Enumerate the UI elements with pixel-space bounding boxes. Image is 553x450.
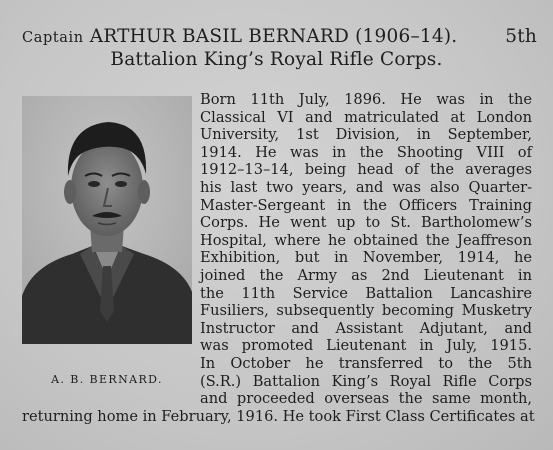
rank-label: Captain [22,30,84,46]
body-line: joined the Army as 2nd Lieutenant in [200,267,532,284]
body-line: Exhibition, but in November, 1914, he [200,249,532,267]
body-line: Born 11th July, 1896. He was in the [200,91,532,108]
entry-subheading: Battalion King’s Royal Rifle Corps. [110,49,443,70]
body-line: 1914. He was in the Shooting VIII of [200,143,532,161]
portrait-caption: A. B. BERNARD. [51,373,163,386]
body-line: was promoted Lieutenant in July, 1915. [200,337,532,355]
body-line: Fusiliers, subsequently becoming Musketry [200,302,532,320]
body-line: Master-Sergeant in the Officers Training [200,196,532,214]
body-line: returning home in February, 1916. He took First Class Certificates at [22,407,535,425]
body-line: 1912–13–14, being head of the averages [200,161,532,179]
school-dates: (1906–14). [355,26,458,47]
body-line: (S.R.) Battalion King’s Royal Rifle Corps [200,372,532,390]
body-line: and proceeded overseas the same month, [200,390,532,408]
body-line: In October he transferred to the 5th [200,355,532,372]
heading-trail: 5th [505,26,537,47]
body-line: University, 1st Division, in September, [200,126,532,144]
body-line: the 11th Service Battalion Lancashire [200,284,532,302]
body-line: his last two years, and was also Quarter- [200,179,532,196]
body-line: Hospital, where he obtained the Jeaffreson [200,231,532,249]
body-line: Classical VI and matriculated at London [200,108,532,126]
entry-heading [22,26,537,47]
portrait-photo [22,96,192,344]
body-line: Corps. He went up to St. Bartholomew’s [200,214,532,232]
person-name: ARTHUR BASIL BERNARD [89,26,350,47]
body-line: Instructor and Assistant Adjutant, and [200,319,532,337]
